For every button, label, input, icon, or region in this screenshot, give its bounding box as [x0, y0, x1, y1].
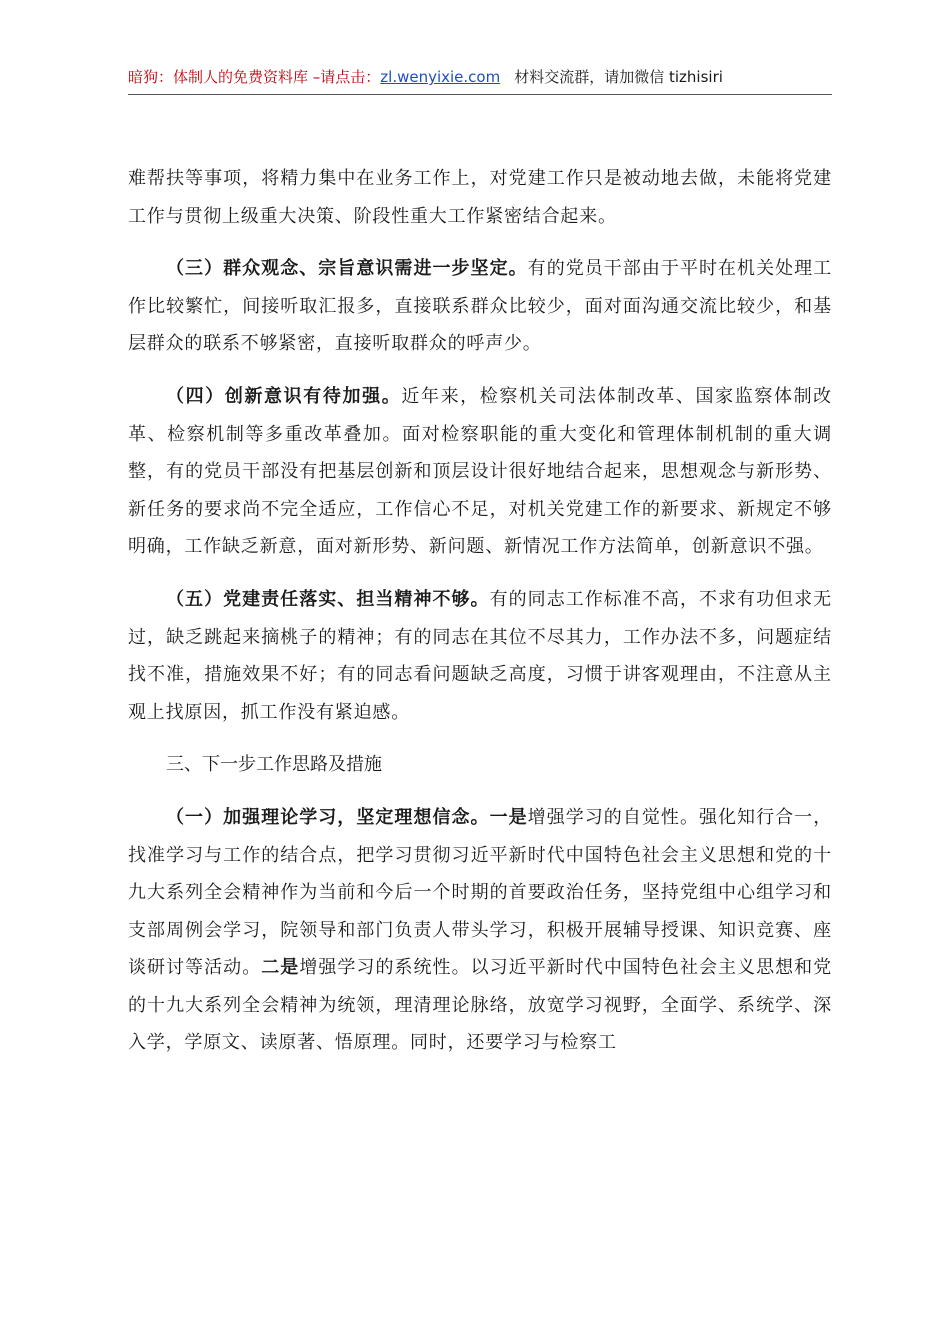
- paragraph-text: 有的同志工作标准不高，不求有功但求无过，缺乏跳起来摘桃子的精神；有的同志在其位不尽其力，工作办法不多，问题症结找不准，措施效果不好；有的同志看问题缺乏高度，习惯于讲客观理由，不注意从主观上找原因，抓工作没有紧迫感。: [128, 588, 832, 723]
- paragraph-theory-study: [128, 799, 832, 1062]
- paragraph-text: 增强学习的系统性。以习近平新时代中国特色社会主义思想和党的十九大系列全会精神为统领，理清理论脉络，放宽学习视野，全面学、系统学、深入学，学原文、读原著、悟原理。同时，还要学习与检察工: [128, 957, 832, 1054]
- section-heading: 三、下一步工作思路及措施: [166, 754, 382, 776]
- paragraph-text: 增强学习的自觉性。强化知行合一，找准学习与工作的结合点，把学习贯彻习近平新时代中国特色社会主义思想和党的十九大系列全会精神作为当前和今后一个时期的首要政治任务，坚持党组中心组学习和支部周例会学习，院领导和部门负责人带头学习，积极开展辅导授课、知识竞赛、座谈研讨等活动。: [128, 806, 832, 979]
- paragraph-text: 有的党员干部由于平时在机关处理工作比较繁忙，间接听取汇报多，直接联系群众比较少，面对面沟通交流比较少，和基层群众的联系不够紧密，直接听取群众的呼声少。: [128, 258, 832, 355]
- paragraph-responsibility: [128, 581, 832, 731]
- paragraph-heading: （一）加强理论学习，坚定理想信念。一是: [166, 806, 528, 828]
- document-body: [128, 160, 832, 1077]
- header-promo-text: 暗狗：体制人的免费资料库 –请点击：: [128, 68, 381, 86]
- paragraph-subheading: 二是: [261, 957, 300, 979]
- header-wechat-text: 材料交流群，请加微信 tizhisiri: [514, 68, 723, 86]
- header-link[interactable]: zl.wenyixie.com: [380, 68, 501, 86]
- paragraph-continued: [128, 160, 832, 235]
- paragraph-heading: （三）群众观念、宗旨意识需进一步坚定。: [166, 258, 528, 280]
- page-header: [128, 60, 832, 95]
- paragraph-heading: （五）党建责任落实、担当精神不够。: [166, 588, 490, 610]
- paragraph-heading: （四）创新意识有待加强。: [166, 385, 402, 407]
- paragraph-text: 近年来，检察机关司法体制改革、国家监察体制改革、检察机制等多重改革叠加。面对检察职能的重大变化和管理体制机制的重大调整，有的党员干部没有把基层创新和顶层设计很好地结合起来，思想观念与新形势、新任务的要求尚不完全适应，工作信心不足，对机关党建工作的新要求、新规定不够明确，工作缺乏新意，面对新形势、新问题、新情况工作方法简单，创新意识不强。: [128, 385, 832, 558]
- paragraph-mass-line: [128, 250, 832, 363]
- paragraph-innovation: [128, 378, 832, 566]
- paragraph-text: 难帮扶等事项，将精力集中在业务工作上，对党建工作只是被动地去做，未能将党建工作与贯彻上级重大决策、阶段性重大工作紧密结合起来。: [128, 168, 832, 227]
